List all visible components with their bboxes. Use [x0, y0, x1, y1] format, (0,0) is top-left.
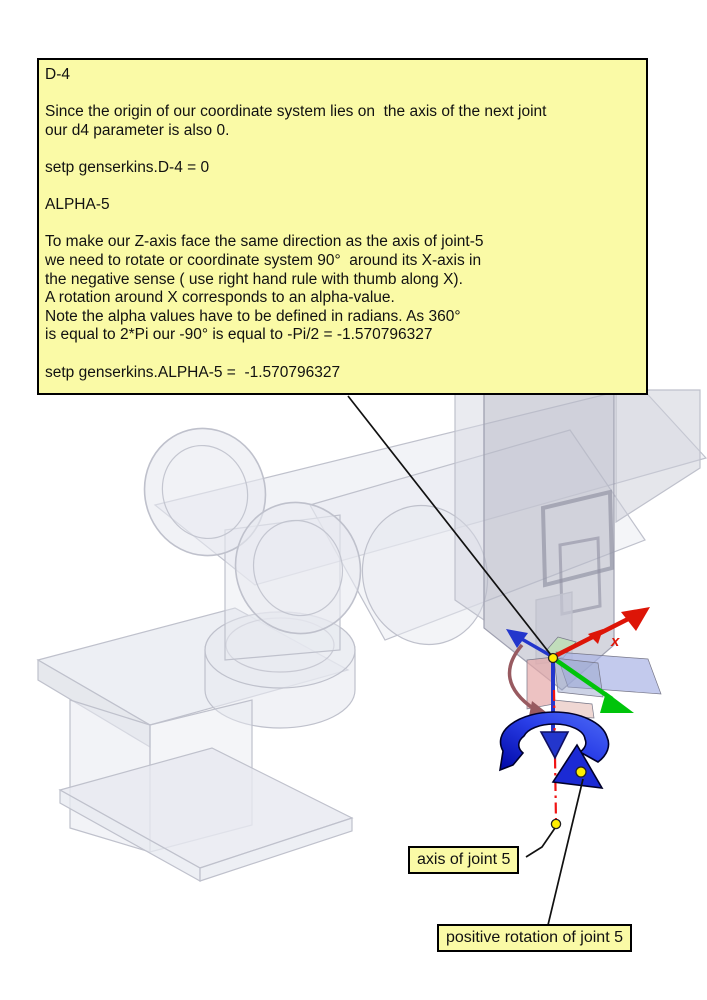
- axis-dot: [551, 819, 560, 828]
- callout-line-rotation-label: [548, 779, 583, 925]
- robot-body: [38, 386, 706, 881]
- info-box-line: ALPHA-5: [45, 196, 110, 214]
- info-box-line: we need to rotate or coordinate system 90° around its X-axis in: [45, 251, 482, 269]
- info-box-line: setp genserkins.ALPHA-5 = -1.570796327: [45, 363, 341, 381]
- info-box-line: [45, 178, 646, 197]
- info-box-line: [45, 345, 646, 364]
- rotation-dot: [576, 767, 586, 777]
- label-positive-rotation-of-joint5: positive rotation of joint 5: [437, 924, 632, 952]
- info-box-line: [45, 215, 646, 234]
- info-box-line: the negative sense ( use right hand rule with thumb along X).: [45, 270, 463, 288]
- info-box-line: Note the alpha values have to be defined in radians. As 360°: [45, 307, 461, 325]
- info-box-line: A rotation around X corresponds to an alpha-value.: [45, 289, 395, 307]
- label-axis-of-joint5: axis of joint 5: [408, 846, 519, 874]
- info-box: [37, 58, 648, 395]
- callout-line-axis-label: [526, 828, 555, 857]
- info-box-line: D-4: [45, 66, 70, 83]
- info-box-line: [45, 85, 646, 104]
- x-axis-label: x: [611, 633, 620, 650]
- z-axis-arrowhead: [541, 732, 568, 758]
- info-box-line: [45, 140, 646, 159]
- info-box-line: our d4 parameter is also 0.: [45, 121, 230, 139]
- info-box-line: setp genserkins.D-4 = 0: [45, 158, 210, 176]
- joint5-rotation-arrow: [500, 712, 609, 788]
- info-box-line: is equal to 2*Pi our -90° is equal to -Pi/2 = -1.570796327: [45, 326, 433, 344]
- info-box-line: Since the origin of our coordinate system lies on the axis of the next joint: [45, 103, 547, 121]
- plane-vertical-pink: [527, 657, 554, 709]
- info-box-line: To make our Z-axis face the same direction as the axis of joint-5: [45, 233, 484, 251]
